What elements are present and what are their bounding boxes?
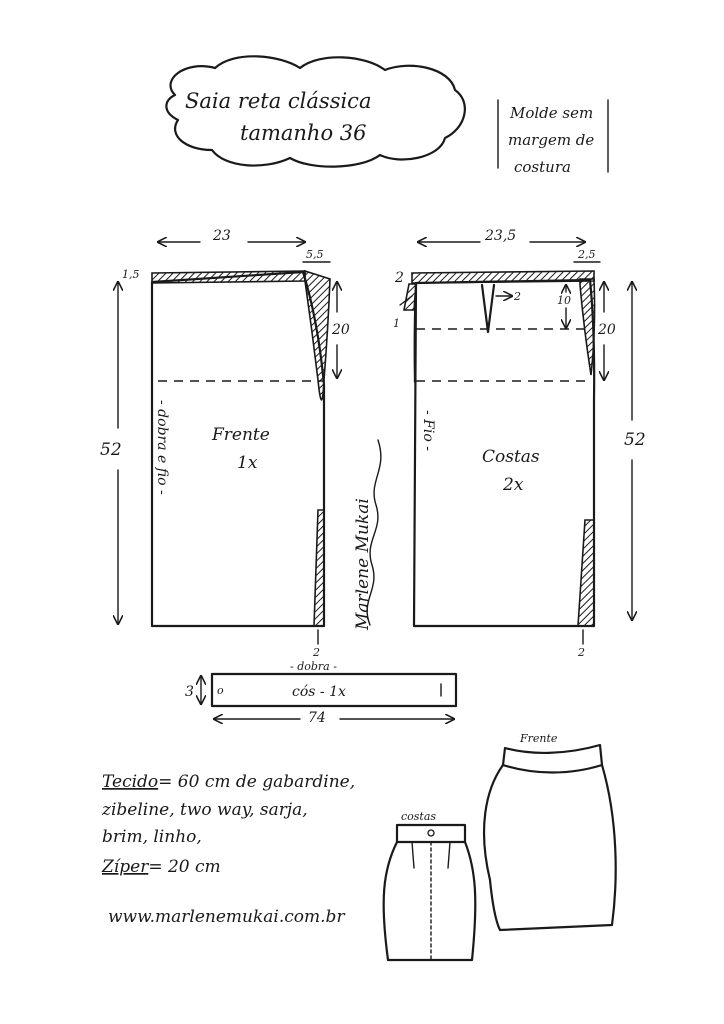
back-skirt-illustration bbox=[384, 810, 476, 960]
zipper-text: = 20 cm bbox=[148, 857, 221, 877]
front-count: 1x bbox=[237, 453, 258, 473]
website-url: www.marlenemukai.com.br bbox=[108, 907, 345, 927]
front-skirt-illustration bbox=[484, 732, 616, 930]
front-waist-rise-label: 1,5 bbox=[122, 268, 140, 281]
waistband-length-label: 74 bbox=[308, 710, 326, 726]
back-width-label: 23,5 bbox=[485, 228, 517, 244]
back-waist-rise-label: 2 bbox=[395, 270, 404, 286]
back-dart-width-label: 2 bbox=[514, 290, 521, 303]
front-name: Frente bbox=[212, 425, 270, 445]
front-length-label: 52 bbox=[100, 440, 122, 460]
front-piece bbox=[100, 228, 350, 659]
waistband-start-mark: o bbox=[217, 684, 224, 697]
fabric-text: = 60 cm de gabardine, bbox=[158, 772, 356, 792]
waistband-fold-label: - dobra - bbox=[290, 660, 337, 673]
back-hip-depth-label: 20 bbox=[598, 322, 616, 338]
title-line1: Saia reta clássica bbox=[185, 89, 372, 113]
front-width-label: 23 bbox=[213, 228, 231, 244]
front-waist-extra-label: 5,5 bbox=[306, 248, 324, 261]
svg-text:Zíper= 20 cm bbox=[101, 857, 221, 877]
signature bbox=[353, 440, 381, 631]
note-line2: margem de bbox=[508, 131, 595, 149]
fabric-label: Tecido bbox=[102, 772, 159, 792]
svg-text:Tecido= 60 cm de gabardine, bbox=[102, 772, 355, 792]
back-waist-extra-label: 2,5 bbox=[578, 248, 596, 261]
waistband-name: cós - 1x bbox=[292, 684, 346, 700]
front-hip-depth-label: 20 bbox=[332, 322, 350, 338]
back-length-label: 52 bbox=[624, 430, 646, 450]
illustration-front-label: Frente bbox=[520, 732, 558, 745]
note-line1: Molde sem bbox=[510, 104, 594, 122]
seam-allowance-note bbox=[498, 100, 608, 176]
back-grain-label: - Fio - bbox=[420, 410, 436, 451]
waistband-piece bbox=[185, 660, 456, 726]
signature-text: Marlene Mukai bbox=[353, 498, 373, 630]
note-line3: costura bbox=[514, 158, 571, 176]
zipper-label: Zíper bbox=[102, 857, 149, 877]
title-cloud bbox=[166, 56, 465, 166]
illustration-back-label: costas bbox=[401, 810, 437, 823]
back-count: 2x bbox=[503, 475, 524, 495]
front-hem-extra-label: 2 bbox=[313, 646, 320, 659]
back-name: Costas bbox=[482, 447, 540, 467]
back-piece bbox=[393, 228, 646, 659]
title-line2: tamanho 36 bbox=[240, 121, 367, 145]
materials-info bbox=[101, 772, 355, 927]
front-fold-label: - dobra e fio - bbox=[154, 400, 170, 495]
back-zip-mark: 1 bbox=[393, 317, 400, 330]
fabric-line2: zibeline, two way, sarja, bbox=[102, 800, 308, 820]
back-hem-extra-label: 2 bbox=[578, 646, 585, 659]
waistband-height-label: 3 bbox=[185, 684, 194, 700]
fabric-line3: brim, linho, bbox=[102, 827, 202, 847]
back-dart-length-label: 10 bbox=[557, 294, 571, 307]
